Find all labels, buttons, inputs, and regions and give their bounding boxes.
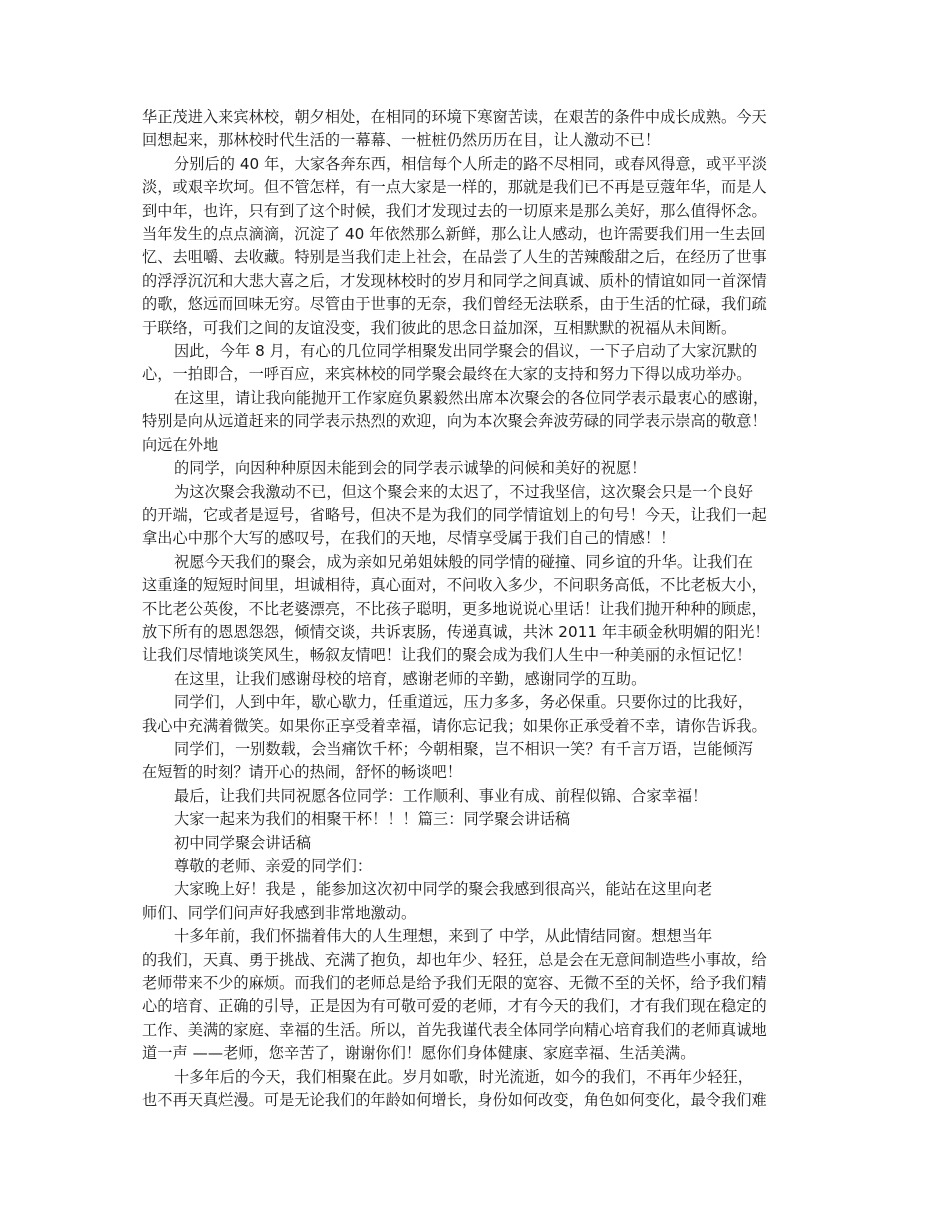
text-line: 拿出心中那个大写的感叹号，在我们的天地，尽情享受属于我们自己的情感！！ <box>142 529 676 548</box>
text-line: 我心中充满着微笑。如果你正享受着幸福，请你忘记我；如果你正承受着不幸，请你告诉我。 <box>142 716 767 735</box>
text-line: 在这里，请让我向能抛开工作家庭负累毅然出席本次聚会的各位同学表示最衷心的感谢， <box>174 388 769 407</box>
text-line: 的同学，向因种种原因未能到会的同学表示诚挚的问候和美好的祝愿！ <box>174 459 647 478</box>
text-line: 十多年前，我们怀揣着伟大的人生理想，来到了 中学，从此情结同窗。想想当年 <box>174 927 713 946</box>
text-line: 心，一拍即合，一呼百应，来宾林校的同学聚会最终在大家的支持和努力下得以成功举办。 <box>142 365 752 384</box>
text-line: 华正茂进入来宾林校，朝夕相处，在相同的环境下寒窗苦读，在艰苦的条件中成长成熟。今天 <box>142 108 767 126</box>
text-line: 工作、美满的家庭、幸福的生活。所以，首先我谨代表全体同学向精心培育我们的老师真诚地 <box>142 1020 767 1039</box>
text-line: 也不再天真烂漫。可是无论我们的年龄如何增长，身份如何改变，角色如何变化，最令我们难 <box>142 1091 767 1110</box>
text-line: 因此，今年 8 月，有心的几位同学相聚发出同学聚会的倡议，一下子启动了大家沉默的 <box>174 342 758 361</box>
text-line: 祝愿今天我们的聚会，成为亲如兄弟姐妹般的同学情的碰撞、同乡谊的升华。让我们在 <box>174 552 754 571</box>
text-line: 初中同学聚会讲话稿 <box>174 833 312 852</box>
text-line: 的开端，它或者是逗号，省略号，但决不是为我们的同学情谊划上的句号！今天，让我们一起 <box>142 505 767 524</box>
text-line: 这重逢的短短时间里，坦诚相待，真心面对，不问收入多少，不问职务高低，不比老板大小， <box>142 576 767 595</box>
text-line: 于联络，可我们之间的友谊没变，我们彼此的思念日益加深，互相默默的祝福从未间断。 <box>142 318 737 337</box>
text-line: 到中年，也许，只有到了这个时候，我们才发现过去的一切原来是那么美好，那么值得怀念。 <box>142 201 767 220</box>
text-line: 为这次聚会我激动不已，但这个聚会来的太迟了，不过我坚信，这次聚会只是一个良好 <box>174 482 754 501</box>
document-body <box>142 106 812 1112</box>
text-line: 在这里，让我们感谢母校的培育，感谢老师的辛勤，感谢同学的互助。 <box>174 669 647 688</box>
text-line: 在短暂的时刻？请开心的热闹，舒怀的畅谈吧！ <box>142 763 462 782</box>
text-line: 尊敬的老师、亲爱的同学们： <box>174 857 373 875</box>
text-line: 老师带来不少的麻烦。而我们的老师总是给予我们无限的宽容、无微不至的关怀，给予我们精 <box>142 974 767 993</box>
text-line: 让我们尽情地谈笑风生，畅叙友情吧！让我们的聚会成为我们人生中一种美丽的永恒记忆！ <box>142 646 752 665</box>
text-line: 放下所有的恩恩怨怨，倾情交谈，共诉衷肠，传递真诚，共沐 2011 年丰硕金秋明媚的阳光！ <box>142 622 770 641</box>
text-line: 十多年后的今天，我们相聚在此。岁月如歌，时光流逝，如今的我们，不再年少轻狂， <box>174 1067 754 1086</box>
text-line: 的歌，悠远而回味无穷。尽管由于世事的无奈，我们曾经无法联系，由于生活的忙碌，我们疏 <box>142 295 767 314</box>
text-line: 分别后的 40 年，大家各奔东西，相信每个人所走的路不尽相同，或春风得意，或平平淡 <box>174 154 767 173</box>
text-line: 心的培育、正确的引导，正是因为有可敬可爱的老师，才有今天的我们，才有我们现在稳定的 <box>142 997 767 1016</box>
text-line: 同学们，人到中年，歇心歇力，任重道远，压力多多，务必保重。只要你过的比我好， <box>174 693 754 712</box>
text-line: 的浮浮沉沉和大悲大喜之后，才发现林校时的岁月和同学之间真诚、质朴的情谊如同一首深情 <box>142 271 767 290</box>
text-line: 淡，或艰辛坎坷。但不管怎样，有一点大家是一样的，那就是我们已不再是豆蔻年华，而是人 <box>142 178 767 197</box>
text-line: 大家晚上好！我是 ，能参加这次初中同学的聚会我感到很高兴，能站在这里向老 <box>174 880 713 899</box>
text-line: 最后，让我们共同祝愿各位同学：工作顺利、事业有成、前程似锦、合家幸福！ <box>174 786 708 805</box>
text-line: 的我们，天真、勇于挑战、充满了抱负，却也年少、轻狂，总是会在无意间制造些小事故，给 <box>142 950 767 969</box>
text-line: 师们、同学们问声好我感到非常地激动。 <box>142 903 417 922</box>
text-line: 当年发生的点点滴滴，沉淀了 40 年依然那么新鲜，那么让人感动，也许需要我们用一生去回 <box>142 225 766 244</box>
text-line: 回想起来，那林校时代生活的一幕幕、一桩桩仍然历历在目，让人激动不已！ <box>142 131 661 150</box>
text-line: 不比老公英俊，不比老婆漂亮，不比孩子聪明，更多地说说心里话！让我们抛开种种的顾虑， <box>142 599 767 618</box>
text-line: 大家一起来为我们的相聚干杯！！！篇三：同学聚会讲话稿 <box>174 810 571 829</box>
text-line: 忆、去咀嚼、去收藏。特别是当我们走上社会，在品尝了人生的苦辣酸甜之后，在经历了世事 <box>142 248 767 267</box>
text-line: 同学们，一别数载，会当痛饮千杯；今朝相聚，岂不相识一笑？有千言万语，岂能倾泻 <box>174 739 754 758</box>
text-line: 道一声 ——老师，您辛苦了，谢谢你们！愿你们身体健康、家庭幸福、生活美满。 <box>142 1044 696 1063</box>
text-line: 向远在外地 <box>142 435 219 454</box>
text-line: 特别是向从远道赶来的同学表示热烈的欢迎，向为本次聚会奔波劳碌的同学表示崇高的敬意！ <box>142 412 767 431</box>
